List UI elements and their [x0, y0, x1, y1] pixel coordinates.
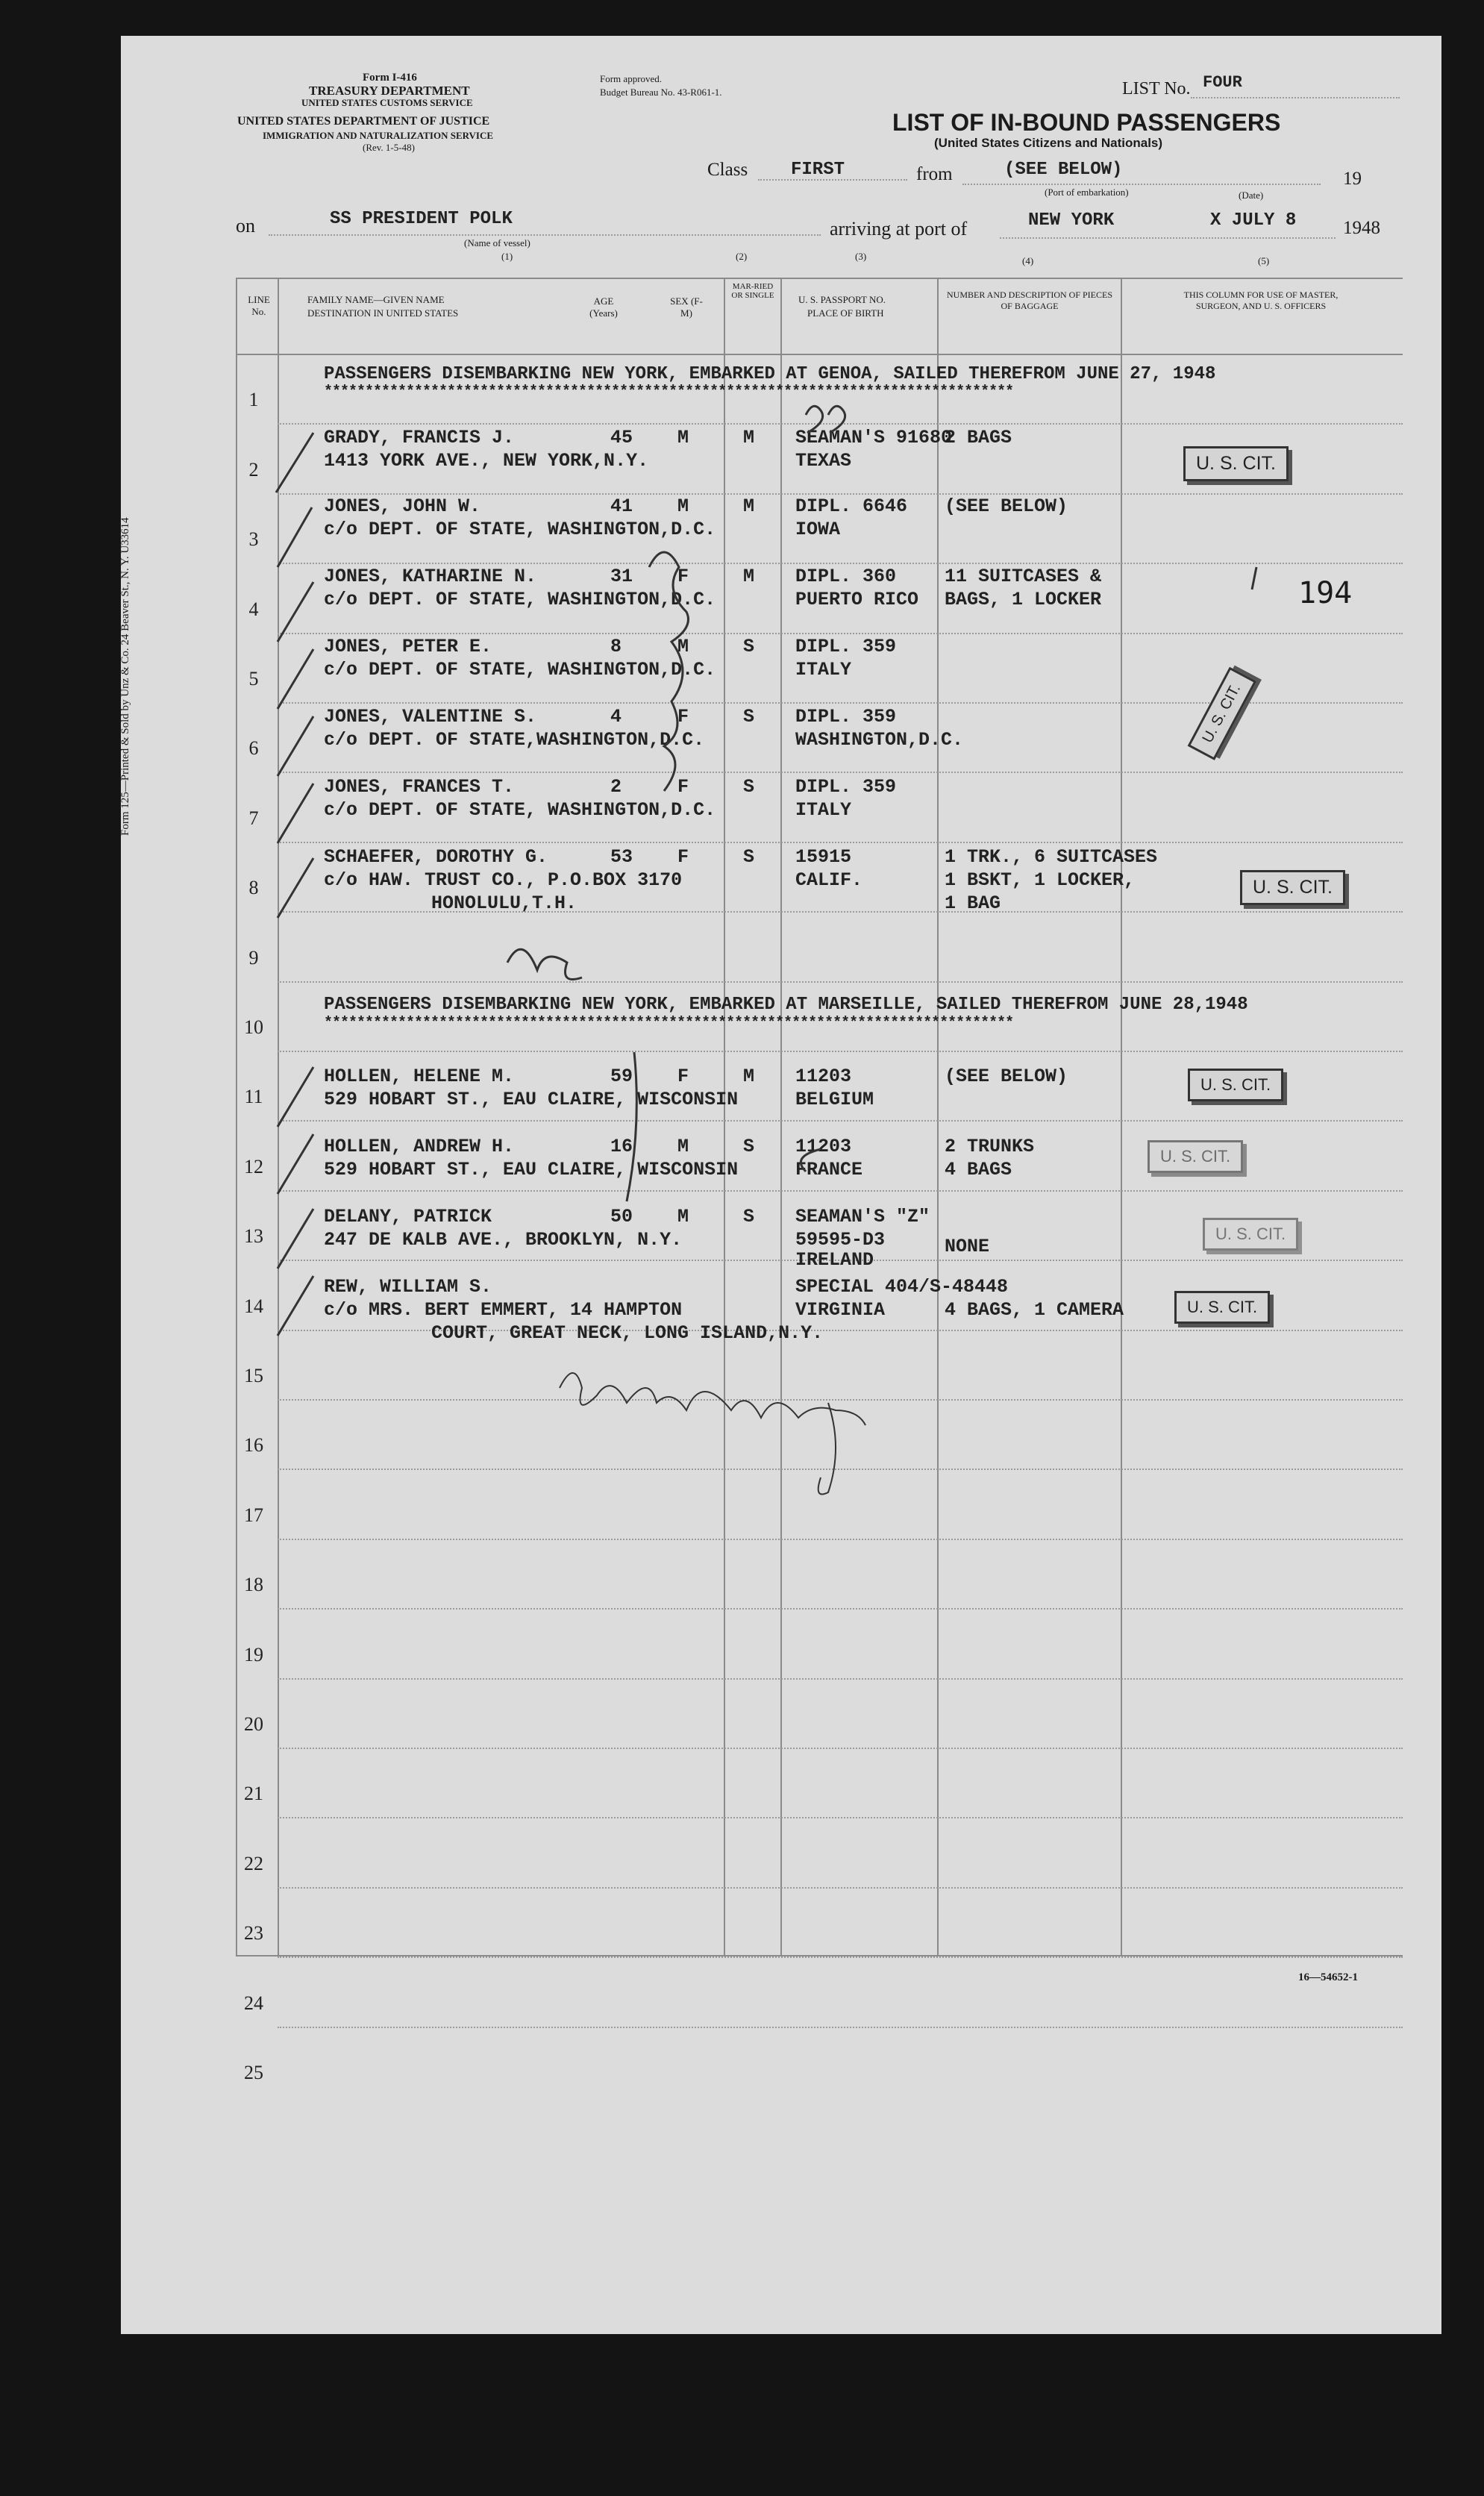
- line-number: 18: [244, 1574, 263, 1596]
- header-officers: THIS COLUMN FOR USE OF MASTER, SURGEON, AND U. S. OFFICERS: [1183, 290, 1339, 311]
- birthplace: BELGIUM: [795, 1089, 874, 1110]
- col-num-4: (4): [1022, 255, 1034, 266]
- check-mark: [278, 1134, 313, 1194]
- birthplace: IOWA: [795, 519, 841, 540]
- us-citizen-stamp: U. S. CIT.: [1174, 1291, 1270, 1324]
- baggage: 2 TRUNKS: [945, 1136, 1035, 1157]
- passport-number: DIPL. 360: [795, 566, 897, 587]
- header-passport: U. S. PASSPORT NO.: [798, 294, 886, 305]
- header-baggage: NUMBER AND DESCRIPTION OF PIECES OF BAGGAGE: [946, 290, 1113, 311]
- passenger-sex: F: [677, 776, 689, 798]
- check-mark: [278, 716, 313, 776]
- baggage-cont: BAGS, 1 LOCKER: [945, 589, 1102, 610]
- line-number: 21: [244, 1783, 263, 1805]
- section-heading-marseille: PASSENGERS DISEMBARKING NEW YORK, EMBARKED AT MARSEILLE, SAILED THEREFROM JUNE 28,1948: [324, 995, 1248, 1015]
- passenger-age: 59: [610, 1066, 633, 1087]
- us-citizen-stamp: U. S. CIT.: [1183, 446, 1289, 481]
- passenger-destination-cont: HONOLULU,T.H.: [431, 892, 577, 914]
- passport-number: DIPL. 6646: [795, 495, 908, 517]
- line-number: 19: [244, 1643, 263, 1665]
- passenger-marital: S: [743, 706, 755, 728]
- passenger-destination: c/o MRS. BERT EMMERT, 14 HAMPTON: [324, 1299, 683, 1321]
- baggage-cont: 1 BAG: [945, 892, 1001, 914]
- passenger-sex: M: [677, 427, 689, 448]
- arrival-date: X JULY 8: [1210, 210, 1297, 231]
- us-citizen-stamp: U. S. CIT.: [1240, 870, 1345, 905]
- passenger-name: HOLLEN, ANDREW H.: [324, 1136, 515, 1157]
- check-mark: [278, 507, 312, 567]
- passenger-destination: c/o DEPT. OF STATE, WASHINGTON,D.C.: [324, 799, 716, 821]
- class-label: Class: [707, 160, 748, 180]
- passport-number-cont: 59595-D3: [795, 1229, 886, 1251]
- passport-number: DIPL. 359: [795, 636, 897, 657]
- passenger-marital: M: [743, 427, 755, 448]
- passport-number: 15915: [795, 846, 852, 868]
- passport-number: SEAMAN'S "Z": [795, 1206, 930, 1227]
- pencil-mark: [627, 1052, 821, 1201]
- pencil-mark: [507, 949, 582, 979]
- passenger-name: SCHAEFER, DOROTHY G.: [324, 846, 548, 868]
- date-caption: (Date): [1239, 190, 1264, 201]
- passport-number: 11203: [795, 1066, 852, 1087]
- birthplace: ITALY: [795, 799, 852, 821]
- passenger-marital: M: [743, 495, 755, 517]
- list-no-label: LIST No.: [1122, 79, 1191, 98]
- line-number: 5: [248, 668, 259, 689]
- passenger-age: 16: [610, 1136, 633, 1157]
- signature: [560, 1373, 865, 1425]
- line-number: 1: [248, 389, 259, 411]
- passenger-sex: M: [677, 1136, 689, 1157]
- vessel-name: SS PRESIDENT POLK: [330, 209, 513, 229]
- passenger-name: GRADY, FRANCIS J.: [324, 427, 515, 448]
- treasury-heading: TREASURY DEPARTMENT: [309, 84, 470, 98]
- baggage: 11 SUITCASES &: [945, 566, 1102, 587]
- passport-number: SPECIAL 404/S-48448: [795, 1276, 1009, 1298]
- us-citizen-stamp: U. S. CIT.: [1188, 667, 1256, 760]
- line-number: 23: [244, 1922, 263, 1945]
- passenger-name: JONES, VALENTINE S.: [324, 706, 537, 728]
- us-citizen-stamp: U. S. CIT.: [1148, 1140, 1243, 1173]
- passenger-name: REW, WILLIAM S.: [324, 1276, 492, 1298]
- birthplace: VIRGINIA: [795, 1299, 886, 1321]
- check-mark: [278, 649, 313, 709]
- passenger-destination: c/o HAW. TRUST CO., P.O.BOX 3170: [324, 869, 683, 891]
- baggage: (SEE BELOW): [945, 1066, 1068, 1087]
- ins-heading: IMMIGRATION AND NATURALIZATION SERVICE: [263, 130, 494, 141]
- birthplace: IRELAND: [795, 1249, 874, 1271]
- line-number: 22: [244, 1852, 263, 1874]
- check-mark: [278, 858, 313, 918]
- baggage: 2 BAGS: [945, 427, 1012, 448]
- footer-code: 16—54652-1: [1298, 1971, 1358, 1983]
- passenger-destination: c/o DEPT. OF STATE, WASHINGTON,D.C.: [324, 659, 716, 681]
- passenger-destination-cont: COURT, GREAT NECK, LONG ISLAND,N.Y.: [431, 1322, 824, 1344]
- line-number: 13: [244, 1225, 263, 1248]
- arrival-year: 1948: [1343, 218, 1380, 238]
- line-number: 11: [244, 1086, 263, 1108]
- class-value: FIRST: [791, 160, 845, 180]
- passenger-destination: c/o DEPT. OF STATE,WASHINGTON,D.C.: [324, 729, 705, 751]
- passport-number: DIPL. 359: [795, 706, 897, 728]
- baggage: NONE: [945, 1236, 990, 1257]
- passenger-name: JONES, PETER E.: [324, 636, 492, 657]
- check-mark: [278, 582, 313, 642]
- baggage: 4 BAGS, 1 CAMERA: [945, 1299, 1124, 1321]
- col-num-2: (2): [736, 251, 748, 262]
- form-approved: Form approved.: [600, 73, 663, 84]
- passenger-age: 45: [610, 427, 633, 448]
- list-no-value: FOUR: [1203, 73, 1242, 92]
- line-number: 14: [244, 1295, 263, 1317]
- col-num-5: (5): [1258, 255, 1270, 266]
- customs-heading: UNITED STATES CUSTOMS SERVICE: [301, 97, 473, 108]
- justice-heading: UNITED STATES DEPARTMENT OF JUSTICE: [237, 115, 490, 128]
- passenger-name: HOLLEN, HELENE M.: [324, 1066, 515, 1087]
- baggage-cont: 4 BAGS: [945, 1159, 1012, 1180]
- passenger-destination: c/o DEPT. OF STATE, WASHINGTON,D.C.: [324, 519, 716, 540]
- passenger-name: JONES, JOHN W.: [324, 495, 481, 517]
- passenger-destination: 1413 YORK AVE., NEW YORK,N.Y.: [324, 450, 649, 472]
- check-mark: [278, 1276, 313, 1336]
- passport-number: DIPL. 359: [795, 776, 897, 798]
- passenger-name: JONES, KATHARINE N.: [324, 566, 537, 587]
- passenger-marital: M: [743, 1066, 755, 1087]
- baggage: 1 TRK., 6 SUITCASES: [945, 846, 1158, 868]
- passport-number: 11203: [795, 1136, 852, 1157]
- line-number: 12: [244, 1155, 263, 1177]
- passport-number: SEAMAN'S 91680: [795, 427, 953, 448]
- line-number: 9: [248, 946, 259, 969]
- line-number: 24: [244, 1992, 263, 2014]
- line-number: 6: [248, 737, 259, 760]
- us-citizen-stamp: U. S. CIT.: [1203, 1218, 1298, 1251]
- page-title: LIST OF IN-BOUND PASSENGERS: [892, 109, 1281, 136]
- passenger-age: 41: [610, 495, 633, 517]
- passenger-sex: F: [677, 846, 689, 868]
- passenger-sex: F: [677, 566, 689, 587]
- passenger-sex: F: [677, 1066, 689, 1087]
- check-mark: [278, 783, 313, 843]
- passenger-age: 8: [610, 636, 622, 657]
- pencil-mark: [1252, 567, 1256, 589]
- arriving-label: arriving at port of: [830, 218, 968, 240]
- port-name: NEW YORK: [1028, 210, 1115, 231]
- header-destination: DESTINATION IN UNITED STATES: [307, 307, 459, 319]
- passenger-marital: M: [743, 566, 755, 587]
- section-stars-marseille: ************************************************************************************: [324, 1015, 1014, 1032]
- passenger-destination: 529 HOBART ST., EAU CLAIRE, WISCONSIN: [324, 1159, 739, 1180]
- form-number: Form I-416: [363, 72, 417, 84]
- line-number: 3: [248, 528, 259, 551]
- line-number: 25: [244, 2062, 263, 2083]
- stamped-figure: 194: [1298, 576, 1353, 610]
- line-number: 4: [248, 598, 259, 620]
- passenger-sex: M: [677, 495, 689, 517]
- on-label: on: [236, 215, 255, 237]
- passenger-sex: M: [677, 636, 689, 657]
- passenger-age: 53: [610, 846, 633, 868]
- check-mark: [276, 433, 313, 492]
- us-citizen-stamp: U. S. CIT.: [1188, 1069, 1283, 1101]
- passenger-marital: S: [743, 1206, 755, 1227]
- header-sex: SEX (F-M): [670, 295, 703, 319]
- passenger-destination: 529 HOBART ST., EAU CLAIRE, WISCONSIN: [324, 1089, 739, 1110]
- baggage-cont: 1 BSKT, 1 LOCKER,: [945, 869, 1136, 891]
- passenger-destination: c/o DEPT. OF STATE, WASHINGTON,D.C.: [324, 589, 716, 610]
- birthplace: CALIF.: [795, 869, 863, 891]
- printer-imprint: Form 125—Printed & Sold by Unz & Co. 24 Beaver St., N. Y. U33614: [119, 517, 131, 836]
- budget-bureau: Budget Bureau No. 43-R061-1.: [600, 87, 722, 98]
- passenger-age: 2: [610, 776, 622, 798]
- passenger-marital: S: [743, 636, 755, 657]
- check-mark: [278, 1067, 313, 1127]
- line-number: 20: [244, 1713, 263, 1735]
- passenger-name: JONES, FRANCES T.: [324, 776, 515, 798]
- passenger-marital: S: [743, 776, 755, 798]
- port-embark-caption: (Port of embarkation): [1045, 187, 1129, 198]
- passenger-age: 4: [610, 706, 622, 728]
- birthplace: TEXAS: [795, 450, 852, 472]
- birthplace: FRANCE: [795, 1159, 863, 1180]
- header-age: AGE (Years): [589, 295, 618, 319]
- pencil-mark: [806, 406, 845, 433]
- passenger-marital: S: [743, 846, 755, 868]
- line-number: 8: [248, 877, 259, 899]
- header-family-name: FAMILY NAME—GIVEN NAME: [307, 294, 445, 305]
- section-stars-genoa: ************************************************************************************: [324, 384, 1014, 401]
- header-married: MAR-RIED OR SINGLE: [731, 282, 774, 300]
- from-value: (SEE BELOW): [1004, 160, 1123, 180]
- pencil-mark: [649, 552, 689, 791]
- year-suffix-top: 19: [1343, 169, 1362, 189]
- page-subtitle: (United States Citizens and Nationals): [934, 136, 1163, 150]
- from-label: from: [916, 164, 953, 184]
- line-number: 2: [248, 458, 259, 481]
- passenger-destination: 247 DE KALB AVE., BROOKLYN, N.Y.: [324, 1229, 683, 1251]
- birthplace: WASHINGTON,D.C.: [795, 729, 964, 751]
- passenger-sex: F: [677, 706, 689, 728]
- signature: [818, 1403, 836, 1495]
- col-num-1: (1): [501, 251, 513, 262]
- col-num-3: (3): [855, 251, 867, 262]
- line-number: 17: [244, 1504, 263, 1526]
- passenger-name: DELANY, PATRICK: [324, 1206, 492, 1227]
- passenger-marital: S: [743, 1136, 755, 1157]
- check-mark: [278, 1209, 313, 1269]
- vessel-caption: (Name of vessel): [464, 237, 530, 248]
- birthplace: PUERTO RICO: [795, 589, 919, 610]
- header-line-no: LINE No.: [248, 294, 270, 317]
- revision: (Rev. 1-5-48): [363, 142, 415, 153]
- birthplace: ITALY: [795, 659, 852, 681]
- section-heading-genoa: PASSENGERS DISEMBARKING NEW YORK, EMBARKED AT GENOA, SAILED THEREFROM JUNE 27, 1948: [324, 364, 1216, 384]
- line-number: 10: [244, 1016, 263, 1038]
- baggage: (SEE BELOW): [945, 495, 1068, 517]
- line-number: 7: [248, 807, 259, 829]
- line-number: 16: [244, 1434, 263, 1457]
- passenger-age: 50: [610, 1206, 633, 1227]
- line-number: 15: [244, 1365, 263, 1386]
- passenger-sex: M: [677, 1206, 689, 1227]
- header-birthplace: PLACE OF BIRTH: [807, 307, 884, 319]
- passenger-age: 31: [610, 566, 633, 587]
